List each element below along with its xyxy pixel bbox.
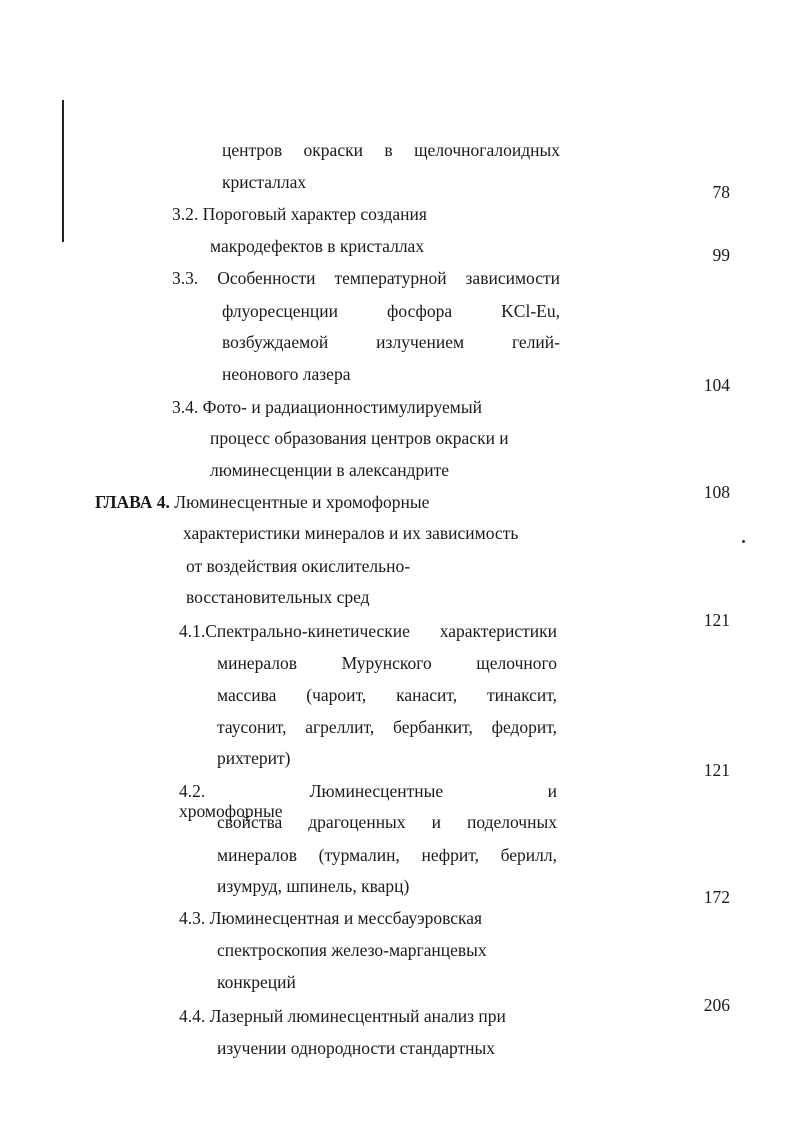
toc-line: минералов Мурунского щелочного <box>217 653 557 673</box>
toc-line: восстановительных сред <box>186 587 370 607</box>
page-number: 121 <box>703 610 730 630</box>
toc-line: неонового лазера <box>222 364 351 384</box>
page-number: 99 <box>712 245 730 265</box>
toc-line: возбуждаемой излучением гелий- <box>222 332 560 352</box>
toc-entry-4-1: 4.1.Спектрально-кинетические характеристики <box>179 621 557 641</box>
toc-line: кристаллах <box>222 172 307 192</box>
toc-line: конкреций <box>217 972 296 992</box>
toc-entry-3-2: 3.2. Пороговый характер создания <box>172 204 427 224</box>
toc-chapter-4 <box>95 492 429 512</box>
toc-line: таусонит, агреллит, бербанкит, федорит, <box>217 717 557 737</box>
page-number: 121 <box>703 760 730 780</box>
toc-line: изумруд, шпинель, кварц) <box>217 876 410 896</box>
scan-speck <box>742 540 745 543</box>
chapter-label: ГЛАВА 4. <box>95 492 170 512</box>
toc-line: спектроскопия железо-марганцевых <box>217 940 487 960</box>
toc-line: характеристики минералов и их зависимость <box>183 523 519 543</box>
toc-entry-3-4: 3.4. Фото- и радиационностимулируемый <box>172 397 482 417</box>
toc-line: от воздействия окислительно- <box>186 556 411 576</box>
toc-line: люминесценции в александрите <box>210 460 449 480</box>
toc-entry-4-4: 4.4. Лазерный люминесцентный анализ при <box>179 1006 506 1026</box>
toc-entry-3-3: 3.3. Особенности температурной зависимости <box>172 268 560 288</box>
toc-line: рихтерит) <box>217 748 291 768</box>
toc-entry-4-2: 4.2. Люминесцентные и хромофорные <box>179 781 557 821</box>
page-number: 206 <box>703 995 730 1015</box>
toc-line: центров окраски в щелочногалоидных <box>222 140 560 160</box>
toc-line: флуоресценции фосфора KCl-Eu, <box>222 301 560 321</box>
toc-line: макродефектов в кристаллах <box>210 236 425 256</box>
page-number: 108 <box>703 482 730 502</box>
page-number: 78 <box>712 182 730 202</box>
page-number: 172 <box>703 887 730 907</box>
page-number: 104 <box>703 375 730 395</box>
scan-margin-line <box>62 100 64 242</box>
toc-line: процесс образования центров окраски и <box>210 428 509 448</box>
chapter-title: Люминесцентные и хромофорные <box>174 492 430 512</box>
toc-line: минералов (турмалин, нефрит, берилл, <box>217 845 557 865</box>
toc-line: массива (чароит, канасит, тинаксит, <box>217 685 557 705</box>
toc-line: изучении однородности стандартных <box>217 1038 496 1058</box>
toc-line: свойства драгоценных и поделочных <box>217 812 557 832</box>
toc-entry-4-3: 4.3. Люминесцентная и мессбауэровская <box>179 908 483 928</box>
